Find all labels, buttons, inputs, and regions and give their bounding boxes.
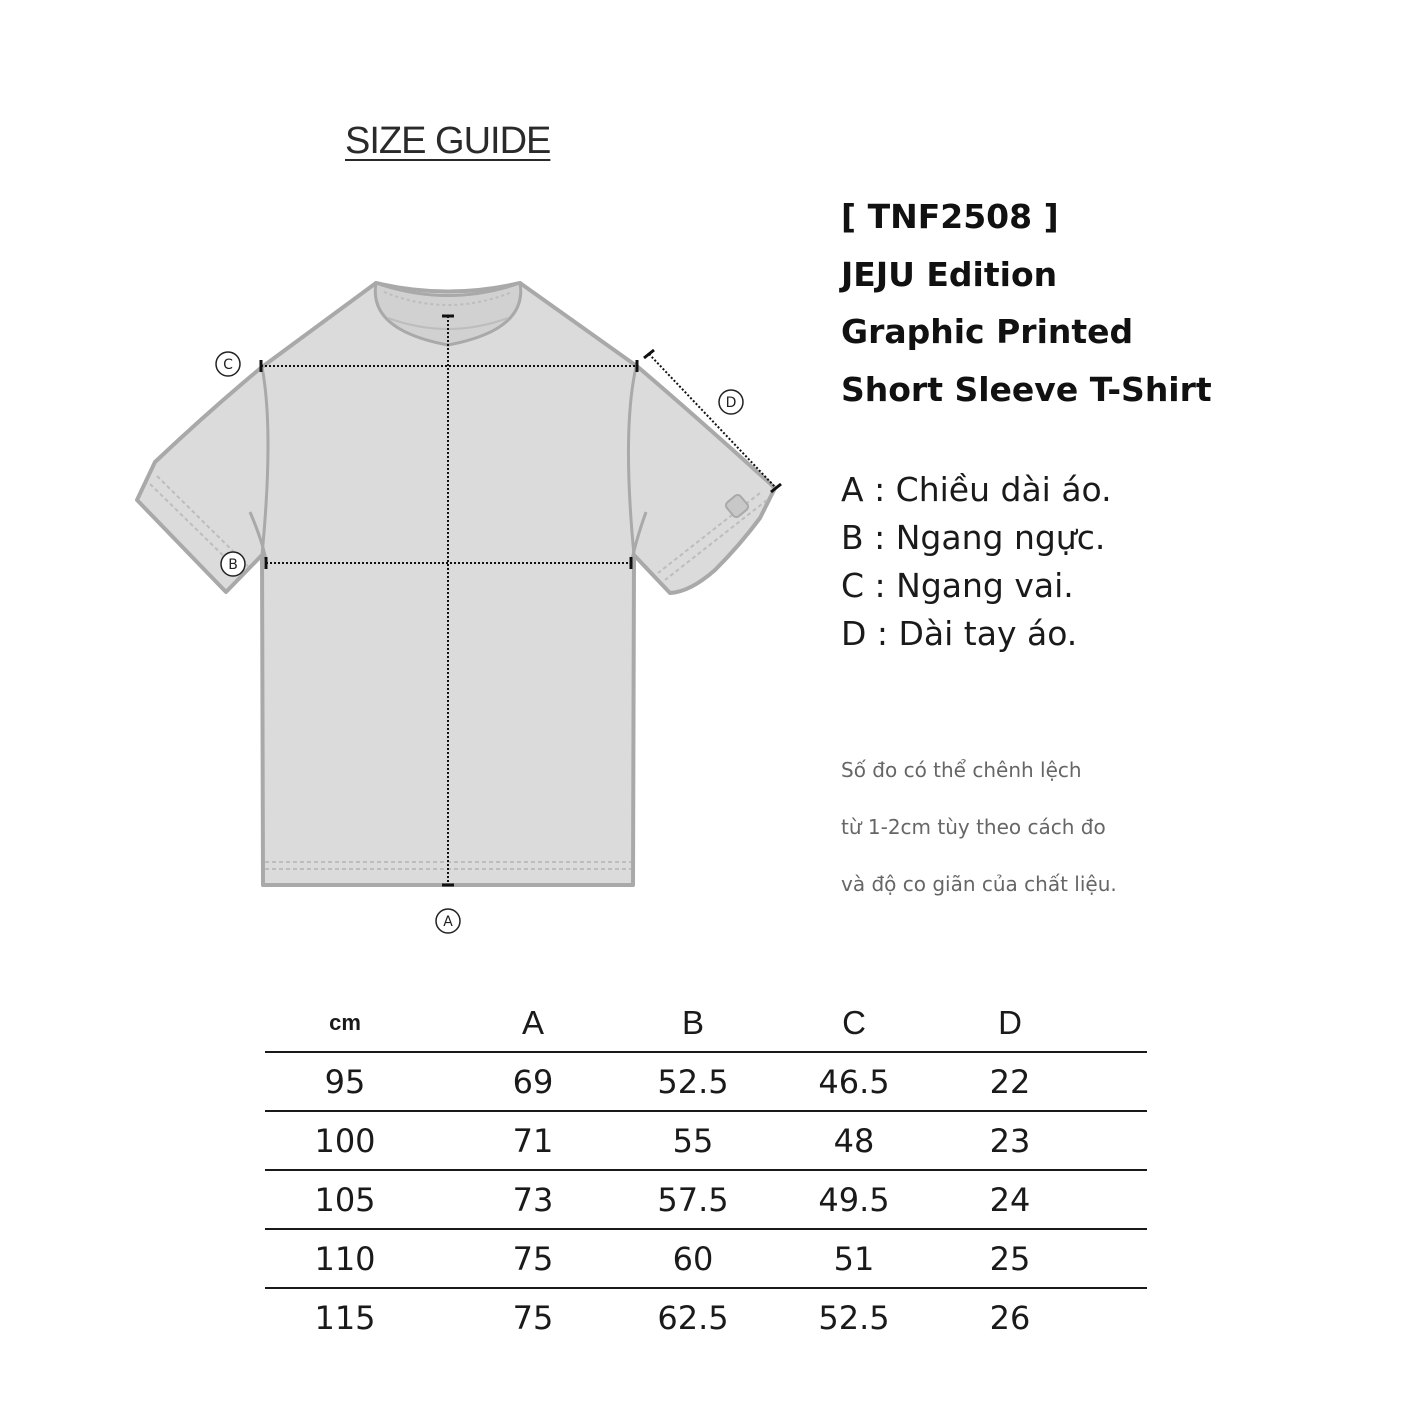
- product-code: [ TNF2508 ]: [841, 197, 1059, 236]
- header-cell: B: [681, 1004, 704, 1041]
- table-cell: 69: [512, 1062, 554, 1101]
- table-cell: 75: [512, 1298, 554, 1337]
- table-cell: 60: [672, 1239, 714, 1278]
- table-cell: 100: [314, 1121, 376, 1160]
- table-cell: 52.5: [818, 1298, 890, 1337]
- table-cell: 55: [672, 1121, 714, 1160]
- table-cell: 48: [833, 1121, 875, 1160]
- header-cell: A: [521, 1004, 544, 1041]
- table-row: [265, 1171, 1147, 1230]
- table-cell: 62.5: [657, 1298, 729, 1337]
- measurement-legend: [841, 466, 1112, 658]
- table-header-row: [265, 995, 1147, 1053]
- table-cell: 51: [833, 1239, 875, 1278]
- table-cell: 25: [989, 1239, 1031, 1278]
- legend-item: D : Dài tay áo.: [841, 614, 1078, 653]
- table-cell: 46.5: [818, 1062, 890, 1101]
- note-line: và độ co giãn của chất liệu.: [841, 872, 1117, 896]
- page-title: SIZE GUIDE: [345, 120, 551, 162]
- table-row: [265, 1112, 1147, 1171]
- table-cell: 71: [512, 1121, 554, 1160]
- legend-item: A : Chiều dài áo.: [841, 470, 1112, 509]
- table-cell: 49.5: [818, 1180, 890, 1219]
- header-cell: C: [842, 1004, 866, 1041]
- label-d-marker: [719, 390, 743, 414]
- svg-text:B: B: [228, 557, 238, 573]
- svg-text:A: A: [443, 914, 453, 930]
- legend-item: B : Ngang ngực.: [841, 518, 1106, 557]
- product-name-line: Short Sleeve T-Shirt: [841, 369, 1212, 409]
- label-b-marker: [221, 552, 245, 576]
- size-table: [265, 995, 1147, 1346]
- table-cell: 115: [314, 1298, 376, 1337]
- header-cell: D: [998, 1004, 1022, 1041]
- table-row: [265, 1053, 1147, 1112]
- label-c-marker: [216, 352, 240, 376]
- table-cell: 24: [989, 1180, 1031, 1219]
- svg-text:D: D: [725, 395, 737, 411]
- note-line: Số đo có thể chênh lệch: [841, 758, 1082, 782]
- table-cell: 110: [314, 1239, 376, 1278]
- product-name-line: JEJU Edition: [841, 254, 1058, 294]
- table-cell: 75: [512, 1239, 554, 1278]
- table-row: [265, 1230, 1147, 1289]
- label-a-marker: [436, 909, 460, 933]
- header-cell: cm: [329, 1010, 361, 1035]
- table-cell: 105: [314, 1180, 376, 1219]
- measurement-note: [841, 742, 1117, 913]
- table-cell: 57.5: [657, 1180, 729, 1219]
- table-cell: 73: [512, 1180, 554, 1219]
- table-cell: 52.5: [657, 1062, 729, 1101]
- product-info: [841, 188, 1212, 418]
- table-cell: 95: [324, 1062, 366, 1101]
- table-cell: 22: [989, 1062, 1031, 1101]
- product-name-line: Graphic Printed: [841, 312, 1134, 351]
- legend-item: C : Ngang vai.: [841, 566, 1074, 605]
- svg-text:C: C: [223, 357, 233, 373]
- table-row: [265, 1289, 1147, 1346]
- table-cell: 26: [989, 1298, 1031, 1337]
- table-cell: 23: [989, 1121, 1031, 1160]
- note-line: từ 1-2cm tùy theo cách đo: [841, 815, 1106, 839]
